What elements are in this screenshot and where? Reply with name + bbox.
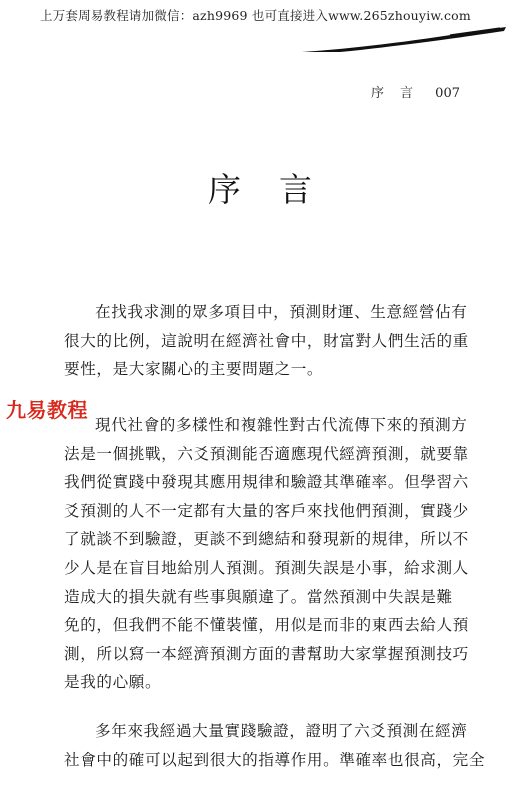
paragraph-line: 在找我求測的眾多項目中，預測財運、生意經營佔有: [95, 303, 468, 321]
paragraph-line: 少人是在盲目地給別人預測。預測失誤是小事，給求測人: [64, 558, 469, 577]
paragraph-line: 要性，是大家關心的主要問題之一。: [64, 360, 324, 379]
paragraph-line: 造成大的損失就有些事與願違了。當然預測中失誤是難: [64, 587, 453, 606]
paragraph-line: 爻預測的人不一定都有大量的客戶來找他們預測，實踐少: [64, 501, 469, 520]
paragraph-line: 現代社會的多樣性和複雜性對古代流傳下來的預測方: [95, 416, 468, 434]
running-head-title: 序言: [371, 86, 430, 101]
paragraph-line: 是我的心願。: [64, 673, 162, 692]
paragraph-line: 很大的比例，這說明在經濟社會中，財富對人們生活的重: [64, 331, 469, 350]
watermark-banner: 上万套周易教程请加微信：azh9969 也可直接进入www.265zhouyiw.com: [40, 8, 471, 23]
paragraph-line: 社會中的確可以起到很大的指導作用。準確率也很高，完全: [64, 750, 486, 769]
publisher-stamp: 九易教程: [6, 398, 88, 422]
paragraph: [64, 298, 469, 384]
paragraph-line: 免的，但我們不能不懂裝懂，用似是而非的東西去給人預: [64, 616, 469, 635]
paragraph-line: 法是一個挑戰，六爻預測能否適應現代經濟預測，就要靠: [64, 444, 469, 463]
page-number: 007: [435, 86, 460, 101]
paragraph-line: 了就談不到驗證，更談不到總結和發現新的規律，所以不: [64, 530, 469, 549]
paragraph-line: 測，所以寫一本經濟預測方面的書幫助大家掌握預測技巧: [64, 644, 469, 663]
chapter-title: 序言: [208, 170, 350, 209]
brush-icon: [300, 26, 510, 56]
paragraph: [64, 717, 486, 774]
paragraph-line: 我們從實踐中發現其應用規律和驗證其準確率。但學習六: [64, 473, 469, 492]
running-head: [371, 82, 460, 101]
paragraph: [64, 411, 469, 697]
paragraph-line: 多年來我經過大量實踐驗證，證明了六爻預測在經濟: [95, 722, 468, 740]
